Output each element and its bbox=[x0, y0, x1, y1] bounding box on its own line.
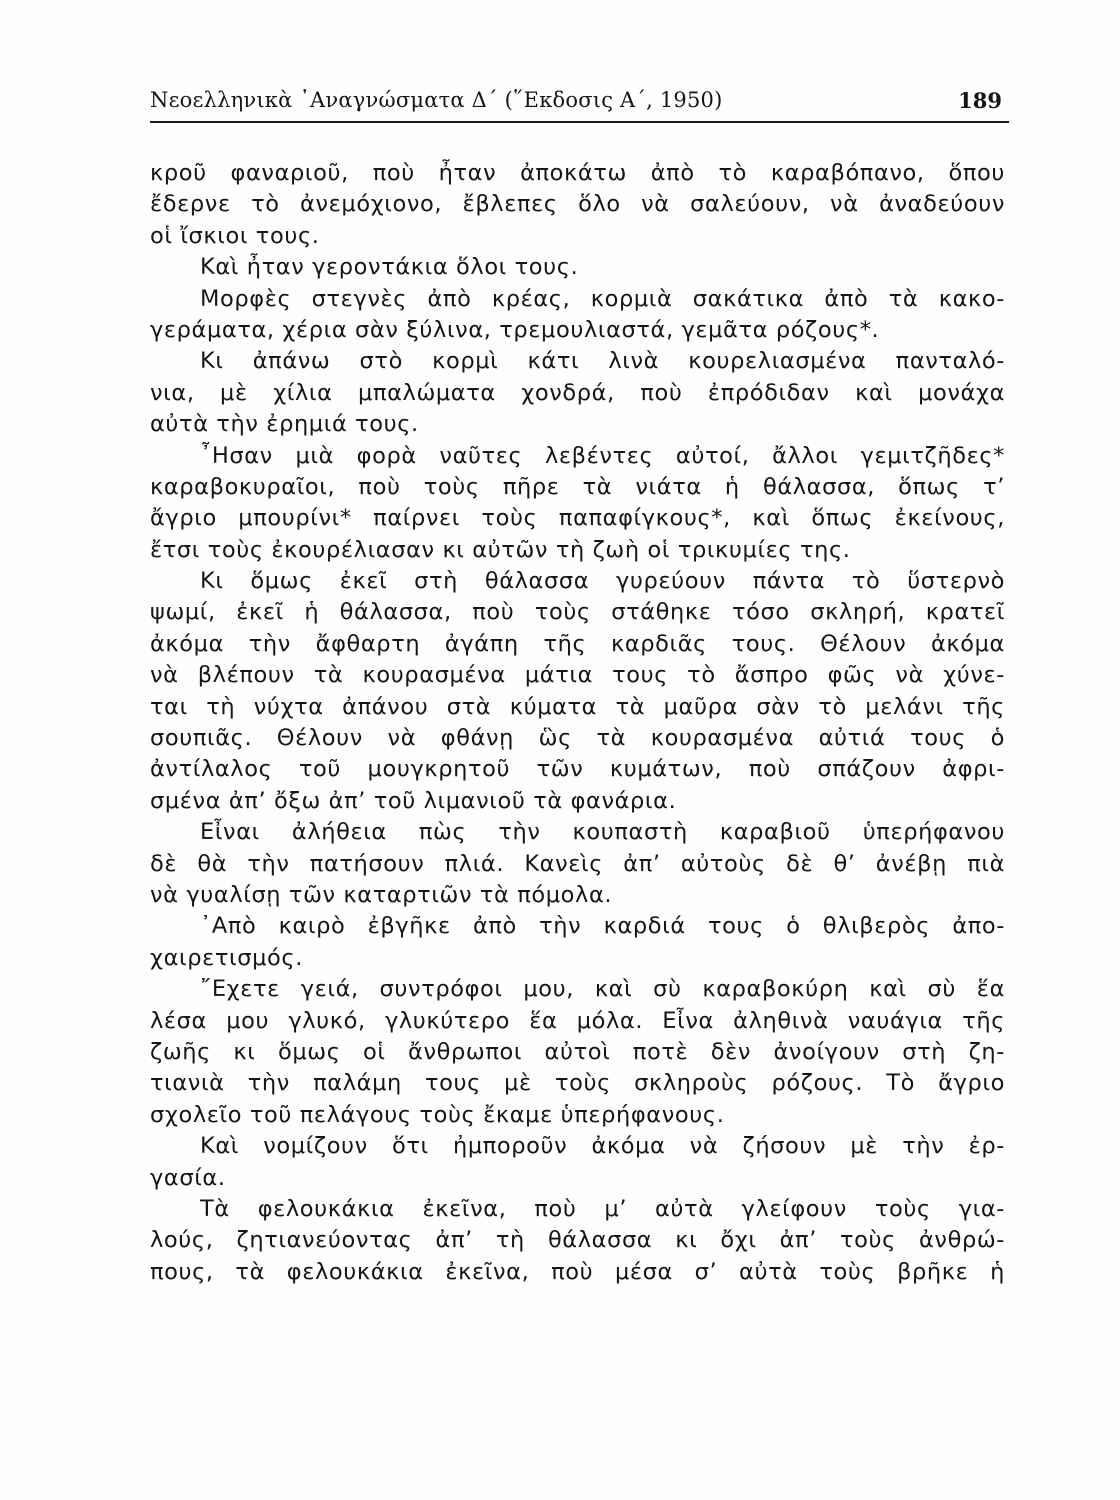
text-line: νια, μὲ χίλια μπαλώματα χονδρά, ποὺ ἐπρόδιδαν καὶ μονάχα bbox=[150, 379, 1005, 406]
text-line: νὰ γυαλίσῃ τῶν καταρτιῶν τὰ πόμολα. bbox=[150, 881, 613, 908]
text-line: ἀκόμα τὴν ἄφθαρτη ἀγάπη τῆς καρδιᾶς τους. Θέλουν ἀκόμα bbox=[150, 630, 1005, 657]
text-line: Μορφὲς στεγνὲς ἀπὸ κρέας, κορμιὰ σακάτικα ἀπὸ τὰ κακο- bbox=[200, 285, 1005, 312]
text-line: ἄγριο μπουρίνι* παίρνει τοὺς παπαφίγκους*, καὶ ὅπως ἐκείνους, bbox=[150, 505, 1005, 532]
text-line: λέσα μου γλυκό, γλυκύτερο ἕα μόλα. Εἶνα ἀληθινὰ ναυάγια τῆς bbox=[150, 1007, 1005, 1034]
text-line: σμένα ἀπ’ ὄξω ἀπ’ τοῦ λιμανιοῦ τὰ φανάρια. bbox=[150, 787, 677, 814]
text-line: γεράματα, χέρια σὰν ξύλινα, τρεμουλιαστά, γεμᾶτα ρόζους*. bbox=[150, 316, 880, 343]
text-line: ῎Εχετε γειά, συντρόφοι μου, καὶ σὺ καραβοκύρη καὶ σὺ ἕα bbox=[200, 976, 1005, 1003]
text-line: κροῦ φαναριοῦ, ποὺ ἦταν ἀποκάτω ἀπὸ τὸ καραβόπανο, ὅπου bbox=[150, 160, 1005, 186]
header-rule bbox=[150, 121, 1009, 123]
text-line: Εἶναι ἀλήθεια πὼς τὴν κουπαστὴ καραβιοῦ ὑπερήφανου bbox=[200, 819, 1005, 846]
text-line: σουπιᾶς. Θέλουν νὰ φθάνῃ ὣς τὰ κουρασμένα αὐτιά τους ὁ bbox=[150, 725, 1005, 752]
text-line: νὰ βλέπουν τὰ κουρασμένα μάτια τους τὸ ἄσπρο φῶς νὰ χύνε- bbox=[150, 662, 1005, 689]
text-line: ζωῆς κι ὅμως οἱ ἄνθρωποι αὐτοὶ ποτὲ δὲν ἀνοίγουν στὴ ζη- bbox=[150, 1038, 1005, 1065]
text-line: Τὰ φελουκάκια ἐκεῖνα, ποὺ μ’ αὐτὰ γλείφουν τοὺς για- bbox=[200, 1195, 1005, 1222]
text-line: Κι ἀπάνω στὸ κορμὶ κάτι λινὰ κουρελιασμένα πανταλό- bbox=[200, 348, 1005, 375]
text-line: ἔτσι τοὺς ἐκουρέλιασαν κι αὐτῶν τὴ ζωὴ οἱ τρικυμίες της. bbox=[150, 536, 851, 563]
text-line: ται τὴ νύχτα ἀπάνου στὰ κύματα τὰ μαῦρα σὰν τὸ μελάνι τῆς bbox=[150, 693, 1005, 720]
text-line: σχολεῖο τοῦ πελάγους τοὺς ἔκαμε ὑπερήφανους. bbox=[150, 1101, 725, 1128]
page-number: 189 bbox=[958, 88, 1002, 113]
text-line: Καὶ ἦταν γεροντάκια ὅλοι τους. bbox=[200, 254, 579, 281]
text-line: ᾿Απὸ καιρὸ ἐβγῆκε ἀπὸ τὴν καρδιά τους ὁ θλιβερὸς ἀπο- bbox=[200, 913, 1005, 940]
text-line: δὲ θὰ τὴν πατήσουν πλιά. Κανεὶς ἀπ’ αὐτοὺς δὲ θ’ ἀνέβῃ πιὰ bbox=[150, 850, 1005, 877]
text-line: λούς, ζητιανεύοντας ἀπ’ τὴ θάλασσα κι ὄχι ἀπ’ τοὺς ἀνθρώ- bbox=[150, 1227, 1005, 1254]
text-line: χαιρετισμός. bbox=[150, 944, 303, 971]
text-line: ψωμί, ἐκεῖ ἡ θάλασσα, ποὺ τοὺς στάθηκε τόσο σκληρή, κρατεῖ bbox=[150, 599, 1005, 626]
running-title: Νεοελληνικὰ ᾿Αναγνώσματα Δ΄ (῞Εκδοσις Α΄, 1950) bbox=[150, 88, 723, 112]
text-line: Κι ὅμως ἐκεῖ στὴ θάλασσα γυρεύουν πάντα τὸ ὕστερνὸ bbox=[200, 568, 1005, 595]
running-head bbox=[150, 86, 1006, 120]
text-line: Καὶ νομίζουν ὅτι ἠμποροῦν ἀκόμα νὰ ζήσουν μὲ τὴν ἐρ- bbox=[200, 1133, 1005, 1160]
text-line: ἔδερνε τὸ ἀνεμόχιονο, ἔβλεπες ὅλο νὰ σαλεύουν, νὰ ἀναδεύουν bbox=[150, 191, 1005, 218]
text-line: ῏Ησαν μιὰ φορὰ ναῦτες λεβέντες αὐτοί, ἄλλοι γεμιτζῆδες* bbox=[200, 442, 1005, 469]
text-line: καραβοκυραῖοι, ποὺ τοὺς πῆρε τὰ νιάτα ἡ θάλασσα, ὅπως τ’ bbox=[150, 473, 1005, 500]
text-line: οἱ ἴσκιοι τους. bbox=[150, 222, 320, 249]
text-line: πους, τὰ φελουκάκια ἐκεῖνα, ποὺ μέσα σ’ αὐτὰ τοὺς βρῆκε ἡ bbox=[150, 1258, 1005, 1285]
body-text bbox=[150, 158, 1005, 1288]
text-line: τιανιὰ τὴν παλάμη τους μὲ τοὺς σκληροὺς ρόζους. Τὸ ἄγριο bbox=[150, 1070, 1005, 1097]
text-line: γασία. bbox=[150, 1164, 226, 1191]
text-line: ἀντίλαλος τοῦ μουγκρητοῦ τῶν κυμάτων, ποὺ σπάζουν ἀφρι- bbox=[150, 756, 1005, 783]
text-line: αὐτὰ τὴν ἐρημιά τους. bbox=[150, 411, 419, 438]
